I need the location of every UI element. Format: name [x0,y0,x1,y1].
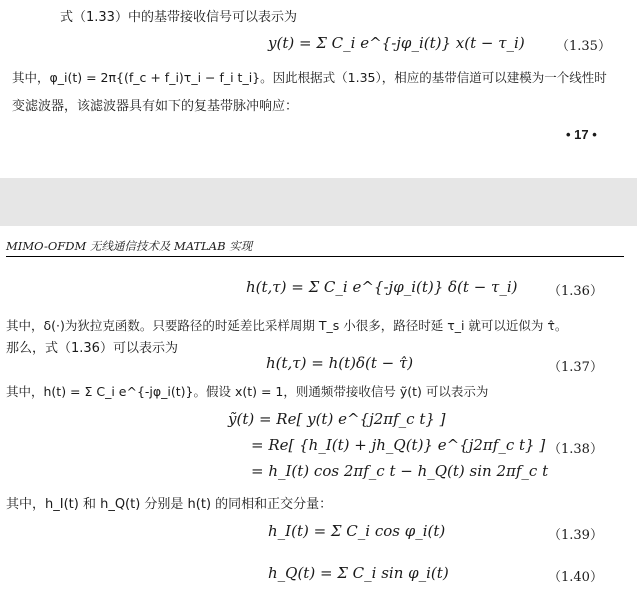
text-line: 其中，h(t) = Σ C_i e^{-jφ_i(t)}。假设 x(t) = 1，则通频带接收信号 ỹ(t) 可以表示为 [6,384,489,399]
equation-1-39: h_I(t) = Σ C_i cos φ_i(t) [268,522,446,540]
equation-1-40: h_Q(t) = Σ C_i sin φ_i(t) [268,564,449,582]
text-line: 那么，式（1.36）可以表示为 [6,341,178,356]
page-gap [0,178,637,226]
equation-1-37: h(t,τ) = h(t)δ(t − τ̂) [266,354,414,372]
text-line: 其中，φ_i(t) = 2π{(f_c + f_i)τ_i − f_i t_i}。因此根据式（1.35），相应的基带信道可以建模为一个线性时 [12,70,607,85]
equation-number: （1.36） [548,284,603,299]
equation-1-38-line3: = h_I(t) cos 2πf_c t − h_Q(t) sin 2πf_c t [251,462,549,480]
equation-1-38-line2: = Re[ {h_I(t) + jh_Q(t)} e^{j2πf_c t} ] [251,436,546,454]
page-number: • 17 • [566,127,597,142]
equation-number: （1.35） [556,39,611,54]
equation-1-36: h(t,τ) = Σ C_i e^{-jφ_i(t)} δ(t − τ_i) [246,278,518,296]
equation-number: （1.40） [548,570,603,585]
equation-1-35: y(t) = Σ C_i e^{-jφ_i(t)} x(t − τ_i) [268,34,525,52]
equation-number: （1.38） [548,442,603,457]
equation-1-38-line1: ỹ(t) = Re[ y(t) e^{j2πf_c t} ] [228,410,446,428]
text-line: 变滤波器，该滤波器具有如下的复基带脉冲响应： [12,99,299,114]
header-rule [6,256,624,257]
text-line: 其中，δ(·)为狄拉克函数。只要路径的时延差比采样周期 T_s 小很多，路径时延 τ_i 就可以近似为 τ̂。 [6,318,568,333]
text-line: 其中，h_I(t) 和 h_Q(t) 分别是 h(t) 的同相和正交分量： [6,497,333,512]
text-line: 式（1.33）中的基带接收信号可以表示为 [60,10,297,25]
running-header: MIMO-OFDM 无线通信技术及 MATLAB 实现 [6,239,253,253]
equation-number: （1.39） [548,528,603,543]
equation-number: （1.37） [548,360,603,375]
